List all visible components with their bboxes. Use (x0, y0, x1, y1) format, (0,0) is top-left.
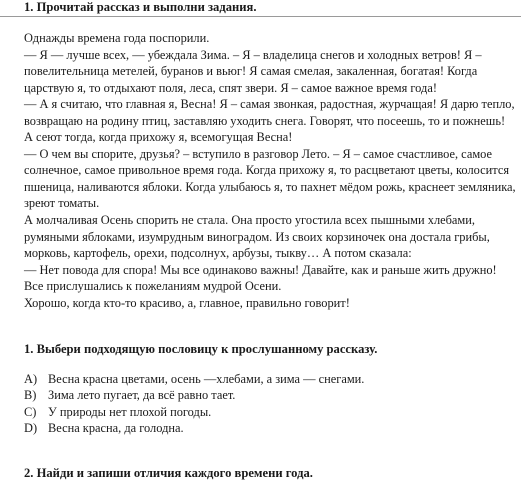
story-text (24, 30, 516, 311)
answer-options (24, 371, 364, 437)
task1-heading: 1. Прочитай рассказ и выполни задания. (24, 0, 257, 14)
task3-heading: 2. Найди и запиши отличия каждого времени года. (24, 466, 313, 480)
story-paragraph: Однажды времена года поспорили. (24, 31, 210, 45)
story-paragraph: Хорошо, когда кто-то красиво, а, главное, правильно говорит! (24, 295, 350, 310)
story-paragraph: — Я — лучше всех, — убеждала Зима. – Я – владелица снегов и холодных ветров! Я – повелительница метелей, буранов и вьюг! Я самая смелая, закаленная, богатая! Когда царствую я, то отдыхают поля, леса, спят звери. Я – самое важное время года! (24, 47, 482, 95)
story-paragraph: — А я считаю, что главная я, Весна! Я – самая звонкая, радостная, журчащая! Я дарю тепло, возвращаю на родину птиц, заставляю уходить снега. Говорят, что посеешь, то и пожнешь! А сеют тогда, когда прихожу я, всемогущая Весна! (24, 97, 515, 145)
option-text: Зима лето пугает, да всё равно тает. (48, 388, 236, 403)
answer-option-b (24, 387, 364, 403)
answer-option-c (24, 404, 364, 420)
option-letter: A) (24, 372, 38, 386)
option-letter: C) (24, 404, 37, 419)
story-paragraph: Все прислушались к пожеланиям мудрой Осени. (24, 279, 282, 294)
answer-option-d (24, 420, 364, 436)
story-paragraph: — О чем вы спорите, друзья? – вступило в разговор Лето. – Я – самое счастливое, самое солнечное, самое привольное время года. Когда прихожу я, то расцветают цветы, колосится пшеница, наливаются яблоки. Когда улыбаюсь я, то пахнет мёдом рожь, краснеет земляника, зреют томаты. (24, 146, 516, 211)
task2-heading: 1. Выбери подходящую пословицу к прослушанному рассказу. (24, 342, 378, 356)
header-divider (0, 16, 521, 17)
story-paragraph: — Нет повода для спора! Мы все одинаково важны! Давайте, как и раньше жить дружно! (24, 262, 497, 277)
answer-option-a (24, 371, 364, 387)
option-text: Весна красна цветами, осень —хлебами, а зима — снегами. (48, 372, 365, 386)
option-text: Весна красна, да голодна. (48, 421, 184, 436)
option-letter: B) (24, 388, 37, 403)
option-letter: D) (24, 421, 38, 436)
story-paragraph: А молчаливая Осень спорить не стала. Она просто угостила всех пышными хлебами, румяными яблоками, изумрудным виноградом. Из своих корзиночек она достала грибы, морковь, картофель, орехи, подсолнух, арбузы, тыкву… А потом сказала: (24, 213, 490, 261)
option-text: У природы нет плохой погоды. (48, 404, 212, 419)
